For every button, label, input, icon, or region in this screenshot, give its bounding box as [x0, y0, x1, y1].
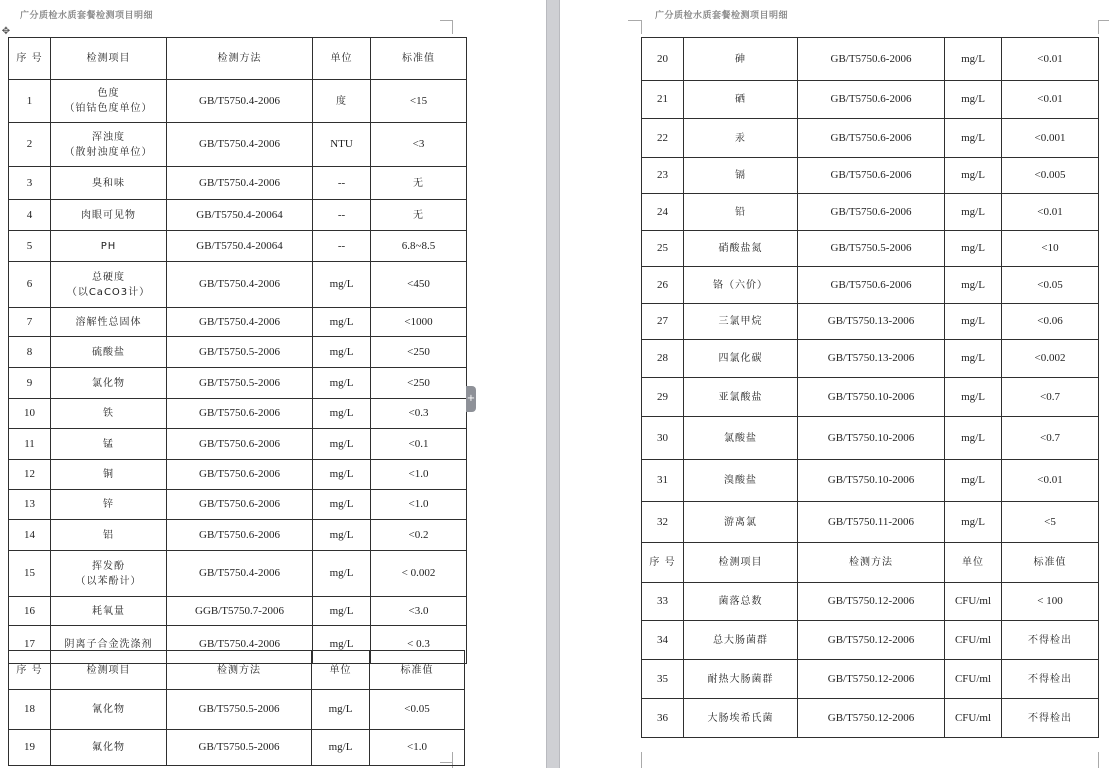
- row-method: GB/T5750.12-2006: [798, 621, 945, 660]
- inspection-table-part3: [641, 37, 1099, 738]
- row-number: 11: [9, 429, 51, 460]
- row-unit: mg/L: [313, 551, 371, 597]
- header-standard: 标准值: [371, 38, 467, 80]
- row-unit: mg/L: [945, 267, 1002, 304]
- row-item: [684, 660, 798, 699]
- header-item: 检测项目: [684, 543, 798, 583]
- table-row: [642, 267, 1099, 304]
- row-unit: mg/L: [312, 690, 370, 730]
- row-number: 8: [9, 337, 51, 368]
- table-row: [9, 690, 465, 730]
- table-row: [9, 551, 467, 597]
- row-item-line: 游离氯: [724, 516, 757, 528]
- table-row: [9, 262, 467, 308]
- table-row: [642, 231, 1099, 267]
- row-item-line: 镉: [735, 170, 746, 181]
- row-unit: mg/L: [945, 194, 1002, 231]
- row-number: 7: [9, 308, 51, 337]
- document-page-right: [560, 0, 1109, 768]
- row-item-line: 挥发酚: [92, 560, 125, 572]
- row-standard: <0.001: [1002, 119, 1099, 158]
- table-row: [9, 429, 467, 460]
- row-item-line: 大肠埃希氏菌: [707, 712, 774, 724]
- row-standard: <0.05: [1002, 267, 1099, 304]
- row-item: [684, 194, 798, 231]
- crop-mark: [641, 752, 642, 768]
- table-row: [642, 502, 1099, 543]
- header-item: 检测项目: [51, 651, 167, 690]
- row-method: GB/T5750.13-2006: [798, 340, 945, 378]
- row-method: GB/T5750.4-20064: [167, 231, 313, 262]
- row-number: 14: [9, 520, 51, 551]
- header-item: 检测项目: [51, 38, 167, 80]
- row-item: [51, 460, 167, 490]
- row-number: 27: [642, 304, 684, 340]
- row-method: GB/T5750.6-2006: [167, 490, 313, 520]
- crop-mark: [641, 20, 642, 34]
- row-number: 16: [9, 597, 51, 626]
- row-item-line: 耐热大肠菌群: [707, 673, 774, 685]
- row-item-line: 氰化物: [92, 704, 125, 715]
- row-item-line: 铬（六价）: [713, 279, 768, 291]
- table-row: [9, 337, 467, 368]
- row-item: [51, 80, 167, 123]
- row-number: 34: [642, 621, 684, 660]
- crop-mark: [1098, 20, 1109, 21]
- row-item-line: 氯化物: [92, 377, 125, 389]
- row-item-line: 锰: [103, 438, 114, 450]
- row-item: [684, 502, 798, 543]
- page-header-title: 广分质检水质套餐检测项目明细: [655, 11, 789, 21]
- row-unit: mg/L: [313, 520, 371, 551]
- row-number: 22: [642, 119, 684, 158]
- row-item-line: 总大肠菌群: [713, 634, 768, 646]
- add-column-tab-icon[interactable]: +: [466, 386, 476, 412]
- row-unit: mg/L: [945, 38, 1002, 81]
- header-seq: 序 号: [642, 543, 684, 583]
- row-item: [51, 368, 167, 399]
- row-item-line: 菌落总数: [718, 596, 763, 607]
- row-unit: --: [313, 200, 371, 231]
- row-item: [51, 597, 167, 626]
- row-unit: --: [313, 231, 371, 262]
- row-method: GB/T5750.10-2006: [798, 460, 945, 502]
- table-row: [642, 194, 1099, 231]
- row-unit: CFU/ml: [945, 660, 1002, 699]
- header-method: 检测方法: [798, 543, 945, 583]
- row-item: [684, 119, 798, 158]
- row-unit: mg/L: [313, 460, 371, 490]
- row-unit: NTU: [313, 123, 371, 167]
- row-number: 36: [642, 699, 684, 738]
- row-item-line: 色度: [97, 88, 120, 99]
- row-method: GB/T5750.5-2006: [167, 730, 312, 766]
- row-number: 30: [642, 417, 684, 460]
- row-item-line: 铅: [735, 206, 746, 218]
- row-method: GB/T5750.5-2006: [167, 368, 313, 399]
- row-item: [684, 378, 798, 417]
- header-unit: 单位: [313, 38, 371, 80]
- row-item-line: 臭和味: [92, 177, 125, 189]
- row-number: 33: [642, 583, 684, 621]
- row-item-line: （以苯酚计）: [75, 575, 142, 587]
- row-method: GB/T5750.6-2006: [167, 429, 313, 460]
- row-unit: mg/L: [945, 231, 1002, 267]
- row-standard: 6.8~8.5: [371, 231, 467, 262]
- row-number: 26: [642, 267, 684, 304]
- row-number: 3: [9, 167, 51, 200]
- row-item: [51, 520, 167, 551]
- row-item: [51, 337, 167, 368]
- header-unit: 单位: [945, 543, 1002, 583]
- row-number: 17: [9, 626, 51, 664]
- row-item-line: 三氯甲烷: [718, 316, 763, 327]
- row-method: GB/T5750.6-2006: [798, 81, 945, 119]
- row-method: GB/T5750.4-2006: [167, 80, 313, 123]
- table-row: [9, 460, 467, 490]
- row-item: [51, 551, 167, 597]
- row-number: 25: [642, 231, 684, 267]
- row-item: [684, 621, 798, 660]
- row-standard: <0.01: [1002, 81, 1099, 119]
- row-unit: mg/L: [313, 597, 371, 626]
- row-standard: <450: [371, 262, 467, 308]
- row-item-line: 溴酸盐: [724, 475, 757, 486]
- row-number: 1: [9, 80, 51, 123]
- row-method: GB/T5750.4-2006: [167, 308, 313, 337]
- row-standard: 无: [371, 167, 467, 200]
- row-method: GB/T5750.10-2006: [798, 378, 945, 417]
- row-method: GB/T5750.4-2006: [167, 167, 313, 200]
- row-standard: <0.002: [1002, 340, 1099, 378]
- row-method: GB/T5750.4-20064: [167, 200, 313, 231]
- page-header-title: 广分质检水质套餐检测项目明细: [20, 11, 154, 21]
- row-number: 23: [642, 158, 684, 194]
- row-unit: mg/L: [945, 81, 1002, 119]
- row-unit: mg/L: [945, 304, 1002, 340]
- crop-mark: [1098, 20, 1099, 34]
- row-item: [684, 158, 798, 194]
- row-standard: < 0.002: [371, 551, 467, 597]
- document-page-left: [0, 0, 546, 768]
- row-item-line: 阴离子合金洗涤剂: [64, 639, 153, 650]
- row-method: GB/T5750.6-2006: [798, 38, 945, 81]
- table-row: [9, 399, 467, 429]
- row-item-line: 硒: [735, 94, 746, 105]
- row-unit: mg/L: [945, 378, 1002, 417]
- row-method: GB/T5750.4-2006: [167, 626, 313, 664]
- row-item-line: 硝酸盐氮: [718, 243, 763, 254]
- crop-mark: [440, 20, 453, 21]
- header-unit: 单位: [312, 651, 370, 690]
- row-method: GB/T5750.10-2006: [798, 417, 945, 460]
- table-row: [642, 660, 1099, 699]
- row-unit: mg/L: [313, 490, 371, 520]
- row-item: [684, 38, 798, 81]
- table-row: [9, 308, 467, 337]
- row-method: GB/T5750.12-2006: [798, 583, 945, 621]
- table-row: [642, 699, 1099, 738]
- table-row: [642, 417, 1099, 460]
- row-item-line: 总硬度: [92, 271, 125, 283]
- table-row: [642, 304, 1099, 340]
- row-number: 18: [9, 690, 51, 730]
- row-number: 12: [9, 460, 51, 490]
- row-item: [684, 81, 798, 119]
- row-unit: mg/L: [945, 119, 1002, 158]
- row-standard: < 0.3: [371, 626, 467, 664]
- row-method: GGB/T5750.7-2006: [167, 597, 313, 626]
- row-number: 9: [9, 368, 51, 399]
- row-standard: <3.0: [371, 597, 467, 626]
- row-item: [684, 417, 798, 460]
- table-row: [9, 167, 467, 200]
- header-seq: 序 号: [9, 651, 51, 690]
- table-row: [642, 460, 1099, 502]
- table-row: [642, 583, 1099, 621]
- row-standard: <3: [371, 123, 467, 167]
- row-standard: 无: [371, 200, 467, 231]
- row-number: 24: [642, 194, 684, 231]
- row-item: [51, 123, 167, 167]
- row-item: [51, 262, 167, 308]
- row-item: [51, 690, 167, 730]
- row-number: 13: [9, 490, 51, 520]
- table-header-row: [642, 543, 1099, 583]
- row-method: GB/T5750.12-2006: [798, 699, 945, 738]
- row-item: [51, 308, 167, 337]
- row-standard: <0.3: [371, 399, 467, 429]
- page-gutter: [546, 0, 560, 768]
- header-seq: 序 号: [9, 38, 51, 80]
- row-item: [51, 429, 167, 460]
- inspection-table-part2: [8, 650, 465, 766]
- row-item-line: 铝: [103, 529, 114, 541]
- row-unit: CFU/ml: [945, 583, 1002, 621]
- row-item: [684, 304, 798, 340]
- row-standard: <0.01: [1002, 460, 1099, 502]
- row-method: GB/T5750.6-2006: [167, 520, 313, 551]
- row-method: GB/T5750.12-2006: [798, 660, 945, 699]
- row-method: GB/T5750.5-2006: [167, 690, 312, 730]
- row-standard: <0.7: [1002, 417, 1099, 460]
- row-standard: <250: [371, 368, 467, 399]
- table-row: [642, 38, 1099, 81]
- row-item: [684, 460, 798, 502]
- row-standard: <10: [1002, 231, 1099, 267]
- row-standard: <0.1: [371, 429, 467, 460]
- header-standard: 标准值: [370, 651, 465, 690]
- row-standard: <0.7: [1002, 378, 1099, 417]
- row-unit: 度: [313, 80, 371, 123]
- row-unit: mg/L: [313, 262, 371, 308]
- row-item-line: 耗氧量: [92, 605, 125, 617]
- table-row: [642, 81, 1099, 119]
- row-unit: mg/L: [945, 460, 1002, 502]
- row-number: 20: [642, 38, 684, 81]
- row-standard: <0.2: [371, 520, 467, 551]
- row-standard: 不得检出: [1002, 660, 1099, 699]
- row-method: GB/T5750.6-2006: [167, 399, 313, 429]
- row-standard: <1000: [371, 308, 467, 337]
- row-standard: 不得检出: [1002, 621, 1099, 660]
- row-unit: mg/L: [945, 417, 1002, 460]
- row-number: 32: [642, 502, 684, 543]
- table-row: [642, 340, 1099, 378]
- row-item-line: 氯酸盐: [724, 432, 757, 444]
- row-method: GB/T5750.5-2006: [167, 337, 313, 368]
- row-item: [684, 340, 798, 378]
- row-item: [51, 399, 167, 429]
- row-unit: mg/L: [945, 502, 1002, 543]
- row-item-line: （散射浊度单位）: [64, 146, 153, 158]
- row-unit: mg/L: [313, 429, 371, 460]
- row-unit: CFU/ml: [945, 621, 1002, 660]
- row-item-line: PH: [100, 240, 117, 252]
- row-number: 28: [642, 340, 684, 378]
- crop-mark: [628, 20, 641, 21]
- row-item-line: （以CaCO3计）: [66, 286, 151, 298]
- row-number: 4: [9, 200, 51, 231]
- header-standard: 标准值: [1002, 543, 1099, 583]
- row-method: GB/T5750.6-2006: [167, 460, 313, 490]
- row-unit: mg/L: [313, 337, 371, 368]
- table-row: [9, 520, 467, 551]
- row-number: 35: [642, 660, 684, 699]
- table-row: [642, 158, 1099, 194]
- table-row: [9, 231, 467, 262]
- header-method: 检测方法: [167, 38, 313, 80]
- row-number: 5: [9, 231, 51, 262]
- row-number: 2: [9, 123, 51, 167]
- row-item: [51, 490, 167, 520]
- row-method: GB/T5750.6-2006: [798, 267, 945, 304]
- row-item-line: 铁: [103, 408, 114, 419]
- table-row: [642, 621, 1099, 660]
- row-standard: <1.0: [371, 460, 467, 490]
- row-unit: CFU/ml: [945, 699, 1002, 738]
- table-row: [9, 80, 467, 123]
- row-item-line: 肉眼可见物: [81, 209, 136, 221]
- row-number: 21: [642, 81, 684, 119]
- row-standard: <5: [1002, 502, 1099, 543]
- row-method: GB/T5750.6-2006: [798, 158, 945, 194]
- row-standard: <15: [371, 80, 467, 123]
- table-row: [642, 119, 1099, 158]
- row-item-line: 溶解性总固体: [75, 316, 142, 328]
- row-method: GB/T5750.4-2006: [167, 262, 313, 308]
- row-method: GB/T5750.13-2006: [798, 304, 945, 340]
- row-item-line: （铂钴色度单位）: [64, 103, 153, 114]
- row-item: [684, 231, 798, 267]
- table-row: [642, 378, 1099, 417]
- row-item: [51, 231, 167, 262]
- row-item-line: 硫酸盐: [92, 346, 125, 358]
- table-move-handle-icon[interactable]: ✥: [1, 26, 11, 37]
- row-method: GB/T5750.5-2006: [798, 231, 945, 267]
- table-row: [9, 490, 467, 520]
- row-standard: < 100: [1002, 583, 1099, 621]
- row-standard: <1.0: [370, 730, 465, 766]
- row-item-line: 浑浊度: [92, 131, 125, 143]
- row-method: GB/T5750.11-2006: [798, 502, 945, 543]
- row-standard: <0.005: [1002, 158, 1099, 194]
- table-row: [9, 123, 467, 167]
- row-standard: <1.0: [371, 490, 467, 520]
- row-item: [684, 699, 798, 738]
- row-number: 6: [9, 262, 51, 308]
- row-item: [684, 583, 798, 621]
- row-standard: <0.01: [1002, 194, 1099, 231]
- table-row: [9, 368, 467, 399]
- row-item: [684, 267, 798, 304]
- table-row: [9, 730, 465, 766]
- row-number: 19: [9, 730, 51, 766]
- row-unit: --: [313, 167, 371, 200]
- row-item-line: 亚氯酸盐: [718, 391, 763, 403]
- row-standard: <250: [371, 337, 467, 368]
- row-item-line: 锌: [103, 499, 114, 510]
- row-method: GB/T5750.4-2006: [167, 123, 313, 167]
- row-item: [51, 730, 167, 766]
- row-number: 29: [642, 378, 684, 417]
- row-unit: mg/L: [313, 399, 371, 429]
- table-row: [9, 200, 467, 231]
- row-item-line: 汞: [735, 132, 746, 144]
- row-unit: mg/L: [313, 308, 371, 337]
- row-item-line: 氟化物: [92, 742, 125, 753]
- row-item-line: 铜: [103, 469, 114, 480]
- crop-mark: [1098, 752, 1099, 768]
- table-row: [9, 597, 467, 626]
- row-unit: mg/L: [313, 626, 371, 664]
- row-standard: 不得检出: [1002, 699, 1099, 738]
- table-header-row: [9, 38, 467, 80]
- crop-mark: [452, 20, 453, 34]
- row-number: 31: [642, 460, 684, 502]
- row-number: 15: [9, 551, 51, 597]
- row-number: 10: [9, 399, 51, 429]
- row-method: GB/T5750.4-2006: [167, 551, 313, 597]
- row-item: [51, 200, 167, 231]
- row-standard: <0.01: [1002, 38, 1099, 81]
- row-unit: mg/L: [312, 730, 370, 766]
- row-item: [51, 167, 167, 200]
- row-method: GB/T5750.6-2006: [798, 119, 945, 158]
- row-standard: <0.05: [370, 690, 465, 730]
- row-standard: <0.06: [1002, 304, 1099, 340]
- row-unit: mg/L: [945, 158, 1002, 194]
- row-method: GB/T5750.6-2006: [798, 194, 945, 231]
- inspection-table-part1: [8, 37, 467, 664]
- header-method: 检测方法: [167, 651, 312, 690]
- row-unit: mg/L: [945, 340, 1002, 378]
- row-item-line: 砷: [735, 53, 746, 65]
- row-unit: mg/L: [313, 368, 371, 399]
- table-header-row: [9, 651, 465, 690]
- row-item-line: 四氯化碳: [718, 353, 763, 364]
